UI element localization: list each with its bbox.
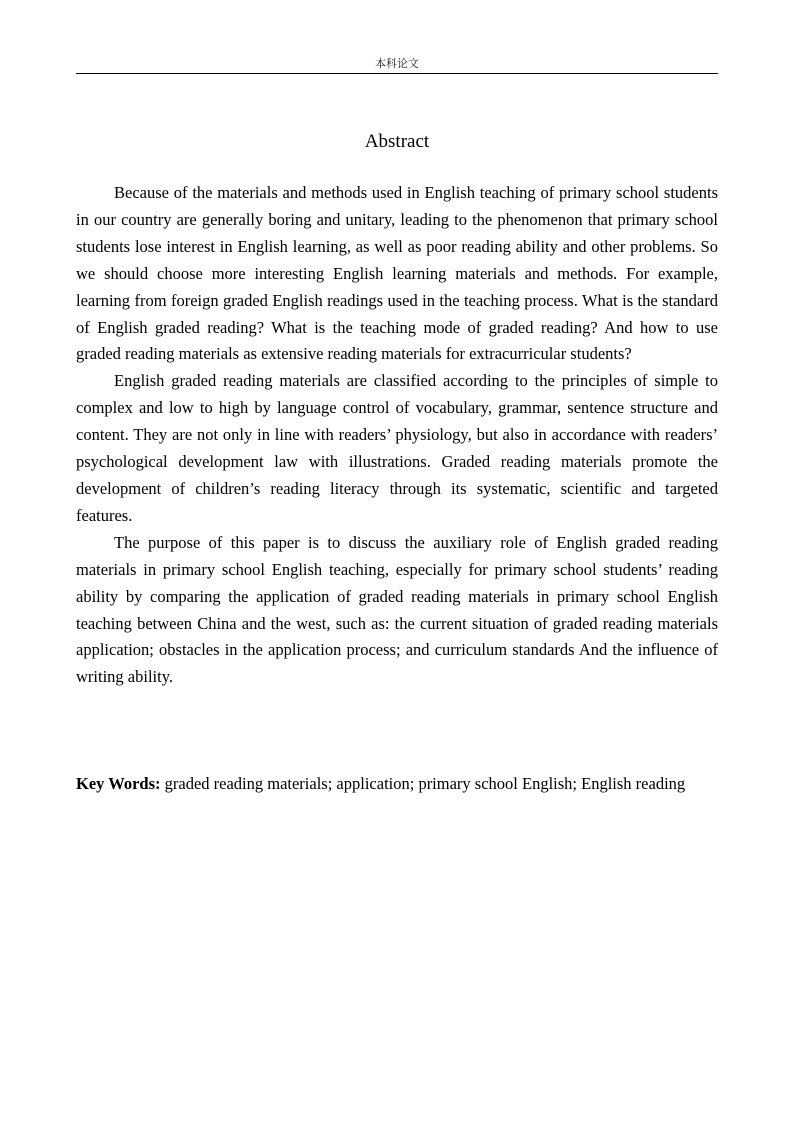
keywords-text: graded reading materials; application; primary school English; English reading: [160, 774, 686, 793]
keywords-label: Key Words:: [76, 774, 161, 793]
abstract-title: Abstract: [364, 131, 430, 152]
abstract-body: [76, 180, 718, 691]
abstract-paragraph-3: The purpose of this paper is to discuss the auxiliary role of English graded reading materials in primary school English teaching, especially for primary school students’ reading ability by comparing the application of graded reading materials in primary school English teaching between China and the west, such as: the current situation of graded reading materials application; obstacles in the application process; and curriculum standards And the influence of writing ability.: [76, 532, 718, 687]
running-header: 本科论文: [375, 57, 419, 70]
keywords-line: [76, 771, 718, 798]
header-rule: [76, 73, 718, 74]
abstract-paragraph-2: English graded reading materials are classified according to the principles of simple to complex and low to high by language control of vocabulary, grammar, sentence structure and content. They are not only in line with readers’ physiology, but also in accordance with readers’ psychological development law with illustrations. Graded reading materials promote the development of children’s reading literacy through its systematic, scientific and targeted features.: [76, 371, 718, 525]
abstract-paragraph-1: Because of the materials and methods used in English teaching of primary school students in our country are generally boring and unitary, leading to the phenomenon that primary school students lose interest in English learning, as well as poor reading ability and other problems. So we should choose more interesting English learning materials and methods. For example, learning from foreign graded English readings used in the teaching process. What is the standard of English graded reading? What is the teaching mode of graded reading? And how to use graded reading materials as extensive reading materials for extracurricular students?: [76, 183, 718, 364]
